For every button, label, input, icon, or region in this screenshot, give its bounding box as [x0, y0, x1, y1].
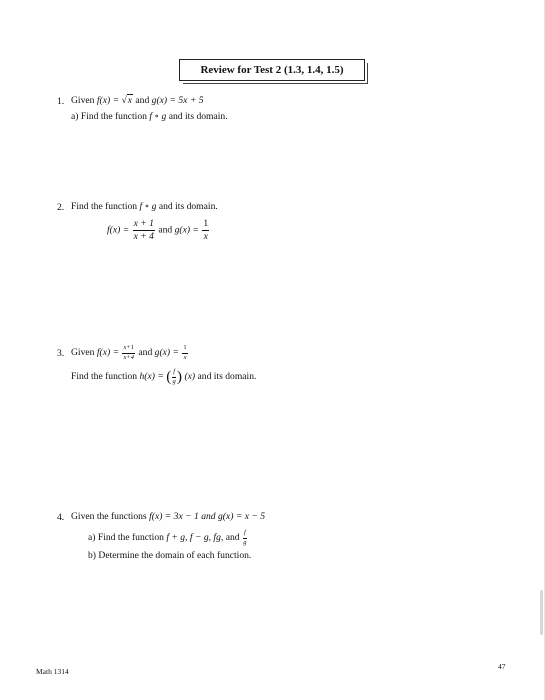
problem-1-number: 1.	[57, 96, 65, 107]
problem-3-text: Find the function	[71, 371, 138, 383]
problem-1-statement: Given f(x) = √x and g(x) = 5x + 5	[71, 95, 204, 106]
problem-2-composition: f ∘ g	[139, 201, 157, 212]
problem-3-text-2: and its domain.	[197, 371, 257, 383]
problem-3-g-fraction	[182, 345, 187, 361]
problem-1-part-a-text-2: and its domain.	[168, 111, 228, 122]
problem-1-part-a	[71, 112, 228, 122]
problem-4-quotient-numerator: f	[243, 530, 247, 539]
problem-4-part-a-text: Find the function	[97, 532, 164, 544]
problem-2-number: 2.	[57, 202, 65, 213]
problem-4-part-b-text: Determine the domain of each function.	[98, 550, 252, 561]
problem-3-f-numerator: x+1	[122, 345, 135, 354]
problem-3-h-denominator: g	[172, 377, 176, 385]
problem-4-part-a-label: a)	[88, 532, 96, 544]
problem-2-g-lhs: g(x) =	[174, 224, 199, 236]
problem-4-f-def: f(x) = 3x − 1	[149, 511, 199, 522]
problem-3-line-2	[71, 369, 256, 385]
problem-1-composition: f ∘ g	[149, 111, 167, 122]
problem-3-h-arg: (x)	[184, 371, 196, 383]
problem-4-part-a-and: and	[225, 532, 240, 544]
problem-1-and: and	[135, 95, 150, 106]
problem-3-f-lhs: f(x) =	[96, 347, 120, 359]
problem-2-and: and	[158, 224, 173, 236]
problem-4-part-a	[88, 530, 248, 546]
problem-2-g-numerator: 1	[203, 218, 209, 229]
problem-3-g-lhs: g(x) =	[154, 347, 179, 359]
right-paren: )	[177, 368, 183, 385]
footer-page-number: 47	[498, 662, 506, 671]
scrollbar-thumb[interactable]	[540, 590, 543, 635]
problem-2-g-fraction	[202, 219, 209, 241]
problem-3-h-lhs: h(x) =	[139, 371, 164, 383]
problem-2-f-lhs: f(x) =	[107, 224, 130, 236]
problem-1-sqrt-arg: x	[127, 95, 132, 106]
page-title: Review for Test 2 (1.3, 1.4, 1.5)	[200, 64, 344, 76]
footer-course: Math 1314	[36, 667, 69, 676]
page-title-box	[179, 59, 365, 81]
problem-3-number: 3.	[57, 348, 65, 359]
problem-4-intro: Given the functions	[71, 511, 147, 522]
problem-2-functions	[107, 219, 210, 241]
problem-4-part-b-label: b)	[88, 550, 96, 561]
left-paren: (	[166, 368, 172, 385]
problem-1-given: Given	[71, 95, 95, 106]
problem-4-quotient-denominator: g	[243, 538, 247, 546]
problem-4-number: 4.	[57, 512, 65, 523]
problem-3-and: and	[138, 347, 153, 359]
problem-2-text-2: and its domain.	[158, 201, 218, 212]
problem-4-g-def: g(x) = x − 5	[218, 511, 266, 522]
problem-3-h-numerator: f	[172, 369, 176, 378]
problem-3-given: Given	[71, 347, 95, 359]
problem-2-f-denominator: x + 4	[133, 230, 154, 242]
problem-1-part-a-text: Find the function	[80, 111, 147, 122]
problem-3-statement	[71, 345, 189, 361]
problem-3-f-denominator: x+4	[123, 353, 134, 361]
problem-1-g-def: g(x) = 5x + 5	[151, 95, 204, 106]
problem-4-statement	[71, 512, 265, 522]
problem-2-statement	[71, 202, 218, 212]
problem-3-f-fraction	[122, 345, 135, 361]
problem-4-quotient-fraction	[243, 530, 247, 546]
problem-1-f-def: f(x) =	[96, 95, 120, 106]
problem-3-g-numerator: 1	[182, 345, 187, 354]
problem-4-part-b	[88, 551, 251, 561]
problem-1-part-a-label: a)	[71, 111, 79, 122]
problem-4-and: and	[201, 511, 216, 522]
problem-2-f-fraction	[133, 219, 155, 241]
problem-2-g-denominator: x	[203, 230, 208, 242]
problem-4-part-a-functions: f + g, f − g, fg,	[166, 532, 224, 544]
problem-2-f-numerator: x + 1	[133, 218, 154, 229]
problem-3-g-denominator: x	[183, 353, 187, 361]
problem-2-text: Find the function	[71, 201, 138, 212]
problem-3-h-fraction	[166, 369, 182, 385]
